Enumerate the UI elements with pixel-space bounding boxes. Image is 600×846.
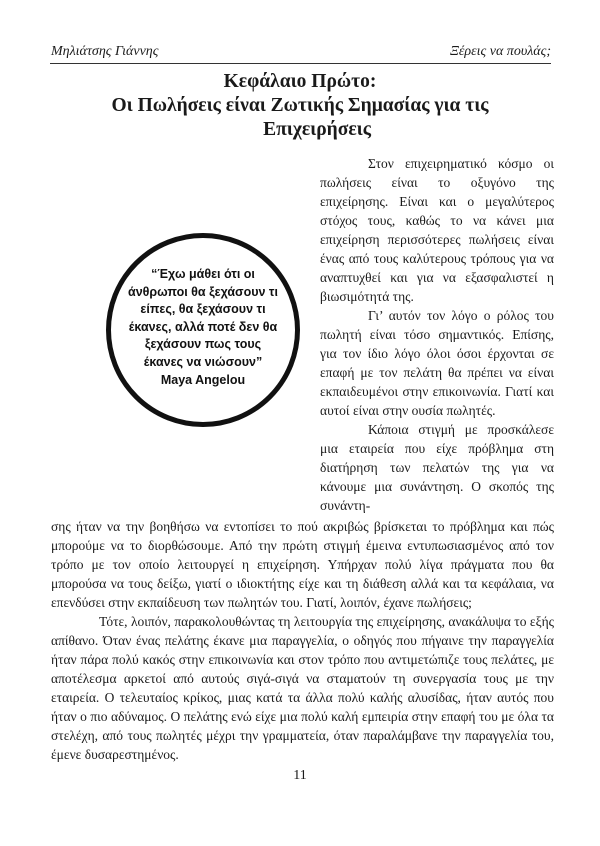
paragraph: Στον επιχειρηματικό κόσμο οι πωλήσεις είναι το οξυγόνο της επιχείρησης. Είναι και ο μεγαλύτερος στόχος τους, καθώς το να κάνει μια επιχείρηση περισσότερες πωλήσεις είναι ένας από τους καλύτερους τρόπους για να αναπτυχθεί και για να εξασφαλιστεί η βιωσιμότητά της. [320, 156, 554, 304]
page-number: 11 [293, 768, 307, 783]
chapter-title-line-3: Επιχειρήσεις [263, 119, 371, 140]
chapter-title-line-2: Οι Πωλήσεις είναι Ζωτικής Σημασίας για τις [111, 95, 489, 116]
paragraph: Κάποια στιγμή με προσκάλεσε μια εταιρεία που είχε πρόβλημα στη διατήρηση των πελατών της για να κάνουμε μια συνάντηση. Ο σκοπός της συνάντη- [320, 422, 554, 513]
paragraph: Τότε, λοιπόν, παρακολουθώντας τη λειτουργία της επιχείρησης, ανακάλυψα το εξής απίθανο. Όταν ένας πελάτης έκανε μια παραγγελία, ο οδηγός που πήγαινε την παραγγελία ήταν πάρα πολύ κακός στην επικοινωνία και στον τρόπο που αντιμετώπιζε τους πελάτες, με αποτέλεσμα αρκετοί από αυτούς σιγά-σιγά να σταματούν τη συνεργασία τους με την εταιρεία. Ο τελευταίος κρίκος, μιας κατά τα άλλα πολύ καλής αλυσίδας, ήταν αυτός που ήταν ο πιο αδύναμος. Ο πελάτης ενώ είχε μια πολύ καλή εμπειρία στην επαφή του με όλα τα στελέχη, από τους πωλητές μέχρι την γραμματεία, όταν παραλάμβανε την παραγγελία του, έμενε δυσαρεστημένος. [51, 614, 554, 762]
header-divider [50, 63, 551, 64]
quote-author: Maya Angelou [160, 373, 246, 387]
paragraph: Γι’ αυτόν τον λόγο ο ρόλος του πωλητή είναι τόσο σημαντικός. Επίσης, για τον ίδιο λόγο όλοι όσοι έρχονται σε επαφή με τον πελάτη θα πρέπει να είναι εκπαιδευμένοι στην επικοινωνία. Γιατί και αυτοί είναι στην ουσία πωλητές. [320, 308, 554, 418]
quote-text: “Έχω μάθει ότι οι άνθρωποι θα ξεχάσουν τι είπες, θα ξεχάσουν τι έκανες, αλλά ποτέ δεν θα ξεχάσουν πως τους έκανες να νιώσουν” [128, 267, 278, 369]
chapter-title-line-1: Κεφάλαιο Πρώτο: [223, 71, 377, 92]
chapter-title [60, 70, 540, 142]
right-column-text [320, 154, 554, 515]
quote-block [128, 266, 278, 390]
paragraph: σης ήταν να την βοηθήσω να εντοπίσει το πού ακριβώς βρίσκεται το πρόβλημα και πώς μπορούμε να το διορθώσουμε. Από την πρώτη στιγμή έμεινα εντυπωσιασμένος από τον τρόπο με τον οποίο λειτουργεί η επιχείρηση. Υπήρχαν πολύ λίγα πράγματα που θα μπορούσα να τους δείξω, γιατί ο ιδιοκτήτης είχε και τη διάθεση αλλά και τα κεφάλαια, να επενδύσει στην εκπαίδευση των πωλητών του. Γιατί, λοιπόν, έχανε πωλήσεις; [51, 519, 554, 610]
running-header-book-title: Ξέρεις να πουλάς; [449, 44, 551, 59]
full-width-text [51, 517, 554, 764]
running-header-author: Μηλιάτσης Γιάννης [51, 44, 159, 59]
